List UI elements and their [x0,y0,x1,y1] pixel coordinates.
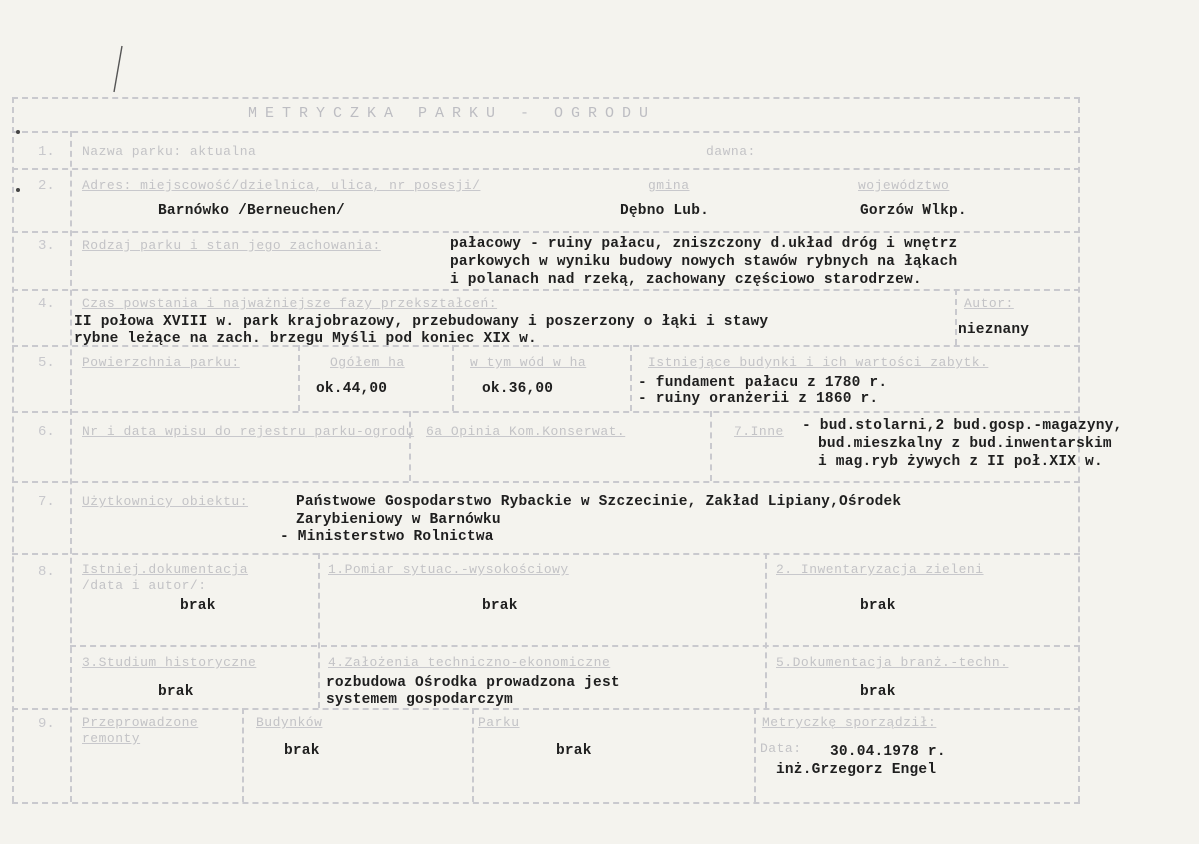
rule [452,345,454,411]
rule [12,168,1080,170]
total-area-value: ok.44,00 [316,381,388,397]
users-line: Zarybieniowy w Barnówku [296,512,501,528]
rule [298,345,300,411]
other-label: 7.Inne [734,424,784,439]
park-type-line: i polanach nad rzeką, zachowany częściowo starodrzew. [450,272,922,288]
voivodeship-value: Gorzów Wlkp. [860,203,967,219]
gmina-value: Dębno Lub. [620,203,710,219]
building-item: - ruiny oranżerii z 1860 r. [638,391,879,407]
rule [409,411,411,481]
rule [955,289,957,345]
rule [472,708,474,802]
row-number: 1. [38,144,55,160]
other-line: bud.mieszkalny z bud.inwentarskim [818,436,1112,452]
other-line: i mag.ryb żywych z II poł.XIX w. [818,454,1103,470]
rule [12,411,1080,413]
users-line: - Ministerstwo Rolnictwa [280,529,494,545]
users-line: Państwowe Gospodarstwo Rybackie w Szczecinie, Zakład Lipiany,Ośrodek [296,494,902,510]
buildings-repairs-label: Budynków [256,715,323,730]
row-number: 9. [38,716,55,732]
inventory-label: 2. Inwentaryzacja zieleni [776,562,984,577]
rule [710,411,712,481]
users-label: Użytkownicy obiektu: [82,494,249,509]
rule [318,553,320,708]
gmina-label: gmina [648,178,690,193]
author-value: nieznany [958,322,1030,338]
assumptions-label: 4.Założenia techniczno-ekonomiczne [328,655,611,670]
documentation-label: /data i autor/: [82,578,207,593]
rule [12,553,1080,555]
rule [12,708,1080,710]
rule [70,645,1080,647]
rule [12,97,1080,99]
row-number: 2. [38,178,55,194]
rule [630,345,632,411]
total-area-label: Ogółem ha [330,355,405,370]
repairs-label: Przeprowadzone [82,715,199,730]
row-number: 3. [38,238,55,254]
form-title: METRYCZKA PARKU - OGRODU [248,105,657,122]
documentation-label: Istniej.dokumentacja [82,562,249,577]
existing-buildings-label: Istniejące budynki i ich wartości zabytk. [648,355,989,370]
origin-line: II połowa XVIII w. park krajobrazowy, przebudowany i poszerzony o łąki i stawy [74,314,769,330]
former-name-label: dawna: [706,144,756,159]
repairs-label: remonty [82,731,141,746]
rule [754,708,756,802]
pen-mark [100,40,140,100]
row-number: 7. [38,494,55,510]
historical-study-value: brak [158,684,194,700]
compiled-by-label: Metryczkę sporządził: [762,715,937,730]
park-repairs-label: Parku [478,715,520,730]
date-value: 30.04.1978 r. [830,744,946,760]
register-label: Nr i data wpisu do rejestru parku-ogrodu [82,424,415,439]
survey-label: 1.Pomiar sytuac.-wysokościowy [328,562,569,577]
buildings-repairs-value: brak [284,743,320,759]
rule [12,131,1080,133]
rule [12,97,14,802]
park-type-line: pałacowy - ruiny pałacu, zniszczony d.układ dróg i wnętrz [450,236,958,252]
historical-study-label: 3.Studium historyczne [82,655,257,670]
current-name-label: Nazwa parku: aktualna [82,144,257,159]
assumptions-line: rozbudowa Ośrodka prowadzona jest [326,675,620,691]
address-label: Adres: miejscowość/dzielnica, ulica, nr posesji/ [82,178,481,193]
row-number: 6. [38,424,55,440]
author-label: Autor: [964,296,1014,311]
survey-value: brak [482,598,518,614]
other-line: - bud.stolarni,2 bud.gosp.-magazyny, [802,418,1123,434]
rule [12,289,1080,291]
compiled-by-value: inż.Grzegorz Engel [776,762,937,778]
address-value: Barnówko /Berneuchen/ [158,203,345,219]
water-area-value: ok.36,00 [482,381,554,397]
park-type-label: Rodzaj parku i stan jego zachowania: [82,238,381,253]
branch-docs-label: 5.Dokumentacja branż.-techn. [776,655,1009,670]
documentation-value: brak [180,598,216,614]
origin-label: Czas powstania i najważniejsze fazy przekształceń: [82,296,498,311]
rule [12,802,1080,804]
rule [70,131,72,802]
punch-dot [16,130,20,134]
rule [12,231,1080,233]
row-number: 8. [38,564,55,580]
inventory-value: brak [860,598,896,614]
assumptions-line: systemem gospodarczym [326,692,513,708]
punch-dot [16,188,20,192]
branch-docs-value: brak [860,684,896,700]
area-label: Powierzchnia parku: [82,355,240,370]
rule [242,708,244,802]
park-repairs-value: brak [556,743,592,759]
rule [12,481,1080,483]
building-item: - fundament pałacu z 1780 r. [638,375,888,391]
origin-line: rybne leżące na zach. brzegu Myśli pod koniec XIX w. [74,331,537,347]
row-number: 4. [38,296,55,312]
voivodeship-label: województwo [858,178,950,193]
park-type-line: parkowych w wyniku budowy nowych stawów rybnych na łąkach [450,254,958,270]
opinion-label: 6a Opinia Kom.Konserwat. [426,424,626,439]
row-number: 5. [38,355,55,371]
water-area-label: w tym wód w ha [470,355,587,370]
date-label: Data: [760,741,802,756]
rule [765,553,767,708]
